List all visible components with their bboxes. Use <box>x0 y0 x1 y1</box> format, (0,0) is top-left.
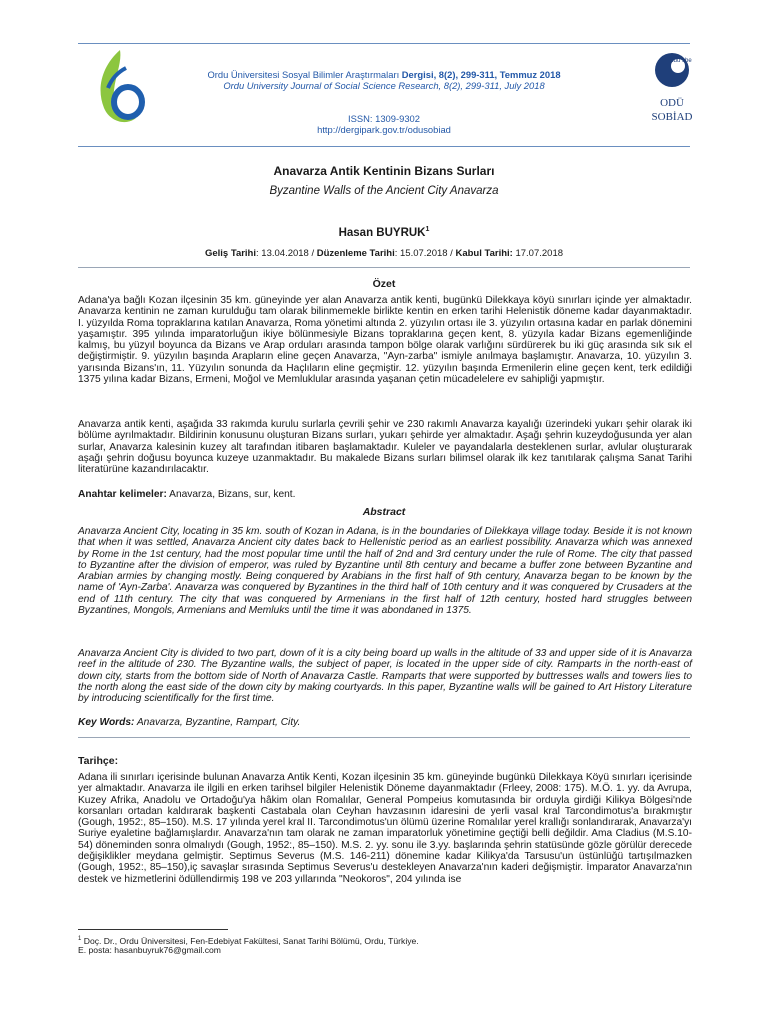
keywords-tr <box>78 489 692 500</box>
received-label: Geliş Tarihi <box>204 248 257 259</box>
issn: ISSN: 1309-9302 <box>348 113 420 124</box>
keywords-tr-label: Anahtar kelimeler: <box>78 489 167 500</box>
keywords-tr-values: Anavarza, Bizans, sur, kent. <box>166 489 296 500</box>
journal-title-tr-prefix: Ordu Üniversitesi Sosyal Bilimler Araştırmaları <box>207 69 400 80</box>
revised-label: Düzenleme Tarihi <box>316 248 395 259</box>
accepted-date: 17.07.2018 <box>512 248 564 259</box>
dates-line <box>78 248 690 259</box>
footnote-mark: 1 <box>78 936 82 942</box>
revised-date: : 15.07.2018 / <box>394 248 456 259</box>
abstract-paragraph-1: Anavarza Ancient City, locating in 35 km. south of Kozan in Adana, is in the boundaries of Dilekkaya village today. Beside it is not known that when it was settled, Anavarza Ancient city dates back to Hellenistic period as an earliest possibility. Anavarza which was annexed by Rome in the 1st century, had the most popular time until the half of 2nd and 3rd century under the rule of Rome. The city that passed to Byzantine after the division of emperor, was ruled by Byzantine until 8th century and became a buffer zone between Byzantine and Arabian armies by changing mostly. Being conquered by Arabians in the first half of 9th century, Anavarza began to be known by the name of 'Ayn-Zarba'. Anavarza was conquered by Byzantines in the third half of 10th century and it was conquered by Crusaders at the end of 11th century. The city that was conquered by Armenians in the first half of 12th century, hosted hard struggles between Byzantines, Mongols, Armenians and Memluks until the time it was abondaned in 1375. <box>78 526 692 617</box>
odu-sobiad-logo <box>640 52 704 132</box>
title-tr: Anavarza Antik Kentinin Bizans Surları <box>273 164 495 178</box>
abstract-rule <box>78 737 690 738</box>
abstract-heading: Abstract <box>362 506 406 518</box>
keywords-en-label: Key Words: <box>78 717 135 728</box>
footnote-email[interactable]: E. posta: hasanbuyruk76@gmail.com <box>78 945 221 955</box>
title-en: Byzantine Walls of the Ancient City Anavarza <box>269 185 499 197</box>
journal-url[interactable]: http://dergipark.gov.tr/odusobiad <box>317 124 451 135</box>
ozet-heading: Özet <box>372 278 396 290</box>
logo-line-sobiad: SOBİAD <box>651 111 693 123</box>
tarihce-heading: Tarihçe: <box>78 755 119 767</box>
logo-line-odu: ODÜ <box>660 97 684 109</box>
journal-title-en: Ordu University Journal of Social Science Research, 8(2), 299-311, July 2018 <box>223 80 545 91</box>
accepted-label: Kabul Tarihi: <box>455 248 513 259</box>
author <box>78 226 690 239</box>
tarihce-paragraph: Adana ili sınırları içerisinde bulunan Anavarza Antik Kenti, Kozan ilçesinin 35 km. güneyinde bugünkü Dilekkaya Köyü sınırları içerisinde yer almaktadır. Anavarza ile ilgili en erken tarihsel bilgiler Helenistik Döneme dayanmaktadır (Frleey, 2008: 175). M.Ö. 1. yy. da Avrupa, Kuzey Afrika, Anadolu ve Ortadoğu'ya hâkim olan Romalılar, General Pompeius komutasında bir orduyla girdiği Kilikya Bölgesi'nde korsanları ortadan kaldırarak başkenti Castabala olan Ceyhan havzasının idaresini de yerli vasal kral Tarcondimotus'a bırakmıştır (Gough, 1952:, 85–150). M.S. 17 yılında yerel kral II. Tarcondimotus'un ölümü üzerine Romalılar yerel krallığı sonlandırarak, Anavarza'yı Suriye eyaletine bağlamışlardır. Anavarza'nın tam olarak ne zaman imparatorluk yönetimine geçtiği belli değildir. Ama Cladius (M.S.10-54) döneminden sonra olmalıydı (Gough, 1952:, 85–150). M.S. 2. yy. sonu ile 3.yy. başlarında şehrin statüsünde gözle görülür derecede değişiklikler meydana gelmiştir. Septimus Severus (M.S. 146-211) dönemine kadar Kilikya'da Tarsusu'un üstünlüğü tartışılmazken (Gough, 1952:, 85–150),iç savaşlar sırasında Septimus Severus'u destekleyen Anavarza'nın kaderi değişmiştir. İmparator Anavarza'nın destek ve hizmetlerini ödüllendirmiş 198 ve 203 yıllarında "Neokoros", 204 yılında ise <box>78 772 692 885</box>
author-footnote-mark: 1 <box>425 226 430 233</box>
author-name: Hasan BUYRUK <box>338 226 426 239</box>
ozet-paragraph-1: Adana'ya bağlı Kozan ilçesinin 35 km. güneyinde yer alan Anavarza antik kenti, bugünkü Dilekkaya köyü sınırları içinde yer almaktadır. Anavarza kentinin ne zaman kurulduğu tam olarak bilinmemekle birlikte kentin en erken tarihi Helenistik döneme kadar dayanmaktadır. I. yüzyılda Roma topraklarına katılan Anavarza, Roma yönetimi altında 2. yüzyılın ortası ile 3. yüzyılın ortasına kadar en parlak dönemini yaşamıştır. 395 yılında imparatorluğun ikiye bölünmesiyle Bizans topraklarına geçen kent, 8. yüzyıla kadar Bizans egemenliğinde kalmış, bu yüzyıl boyunca da Bizans ve Arap orduları arasında tampon bölge olarak varlığını sürdürerek bu iki güç arasında sık sık el değiştirmiştir. 9. yüzyılın başında Arapların eline geçen Anavarza, "Ayn-zarba" ismiyle anılmaya başlamıştır. Anavarza, 10. yüzyılın 3. yarısında Bizans'ın, 11. Yüzyılın sonunda da Haçlıların eline geçmiştir. 12. yüzyılın başında Ermenilerin eline geçen kent, terk edildiği 1375 yılına kadar Bizans, Ermeni, Moğol ve Memluklular arasında yaşanan çetin mücadelelere ev sahipliği yapmıştır. <box>78 295 692 386</box>
received-date: : 13.04.2018 / <box>256 248 317 259</box>
logo-badge-text: odu sbe <box>670 58 692 64</box>
abstract-paragraph-2: Anavarza Ancient City is divided to two part, down of it is a city being board up walls in the altitude of 33 and upper side of it is Anavarza reef in the altitude of 230. The Byzantine walls, the subject of paper, is located in the upper side of city. Ramparts in the north-east of down city, starts from the bottom side of North of Anavarza Castle. Ramparts that were supported by buttresses walls and towers lies to the north along the east side of the down city by making courtyards. In this paper, Byzantine walls will be gained to Art History Literature by introducing scientifically for the first time. <box>78 648 692 705</box>
keywords-en-values: Anavarza, Byzantine, Rampart, City. <box>134 717 301 728</box>
dates-rule <box>78 267 690 268</box>
header-rule <box>78 146 690 147</box>
journal-ref-tr: Dergisi, 8(2), 299-311, Temmuz 2018 <box>401 69 561 80</box>
footnote-text: Doç. Dr., Ordu Üniversitesi, Fen-Edebiyat Fakültesi, Sanat Tarihi Bölümü, Ordu, Türkiye. <box>81 935 419 946</box>
top-rule <box>78 43 690 44</box>
ozet-paragraph-2: Anavarza antik kenti, aşağıda 33 rakımda kurulu surlarla çevrili şehir ve 230 rakımlı Anavarza kayalığı üzerindeki yukarı şehir olarak iki bölüme ayrılmaktadır. Bildirinin konusunu oluşturan Bizans surları, yukarı şehirde yer almaktadır. Aşağı şehrin kuzeydoğusunda yer alan surlar, Anavarza kalesinin kuzey alt tarafından itibaren başlamaktadır. Kuleler ve payandalarla desteklenen surlar, avlular oluşturarak aşağı şehrin doğusu boyunca kuzeye uzanmaktadır. Bu makalede Bizans surları bilimsel olarak ilk kez tanıtılarak çalışma Sanat Tarihi literatürüne kazandırılacaktır. <box>78 419 692 476</box>
keywords-en <box>78 717 692 728</box>
footnote-rule <box>78 929 228 930</box>
